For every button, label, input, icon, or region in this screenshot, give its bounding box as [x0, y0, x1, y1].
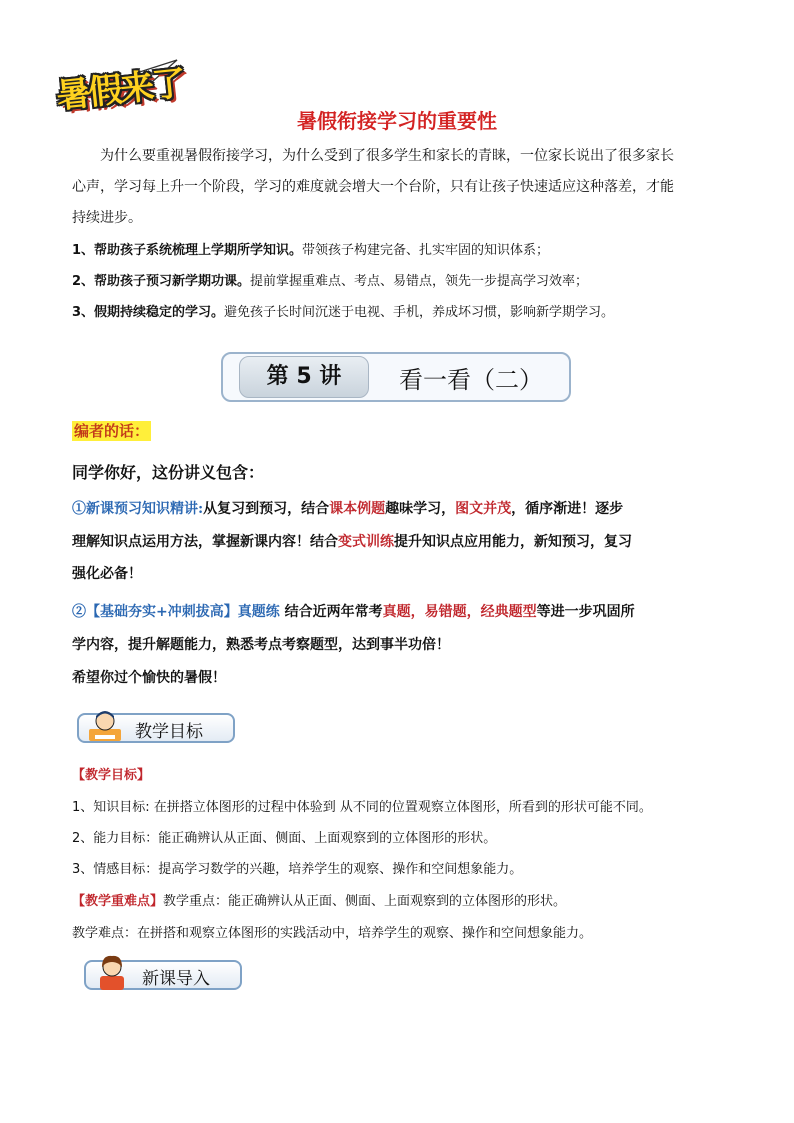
- goal-2: 2、能力目标：能正确辨认从正面、侧面、上面观察到的立体图形的形状。: [72, 831, 497, 846]
- point-2-head: 2、帮助孩子预习新学期功课。: [72, 274, 251, 289]
- item-2-highlight: 真题，易错题，经典题型: [382, 604, 537, 620]
- section-label: 教学目标: [135, 722, 203, 742]
- lecture-number: 第 5 讲: [239, 356, 369, 398]
- difficulty-point: 教学难点：在拼搭和观察立体图形的实践活动中，培养学生的观察、操作和空间想象能力。: [72, 926, 593, 941]
- item-1-text: 从复习到预习，结合: [203, 501, 330, 517]
- item-2-text: 等进一步巩固所: [536, 604, 635, 620]
- point-2-body: 提前掌握重难点、考点、易错点，领先一步提高学习效率；: [250, 274, 589, 289]
- closing-line: 希望你过个愉快的暑假！: [72, 670, 226, 686]
- teacher-icon: [92, 952, 132, 992]
- intro-line-3: 持续进步。: [72, 210, 142, 226]
- item-2-line-2: 学内容，提升解题能力，熟悉考点考察题型，达到事半功倍！: [72, 637, 450, 653]
- item-1-line-2: [72, 526, 732, 558]
- intro-line-2: 心声，学习每上升一个阶段，学习的难度就会增大一个台阶，只有让孩子快速适应这种落差，才能: [72, 179, 674, 195]
- item-1-highlight-illustrated: 图文并茂: [455, 501, 512, 517]
- intro-line-1: 为什么要重视暑假衔接学习，为什么受到了很多学生和家长的青睐，一位家长说出了很多家长: [100, 148, 674, 164]
- point-1: [72, 241, 732, 261]
- key-point-text: 教学重点：能正确辨认从正面、侧面、上面观察到的立体图形的形状。: [163, 894, 567, 909]
- goal-1: 1、知识目标: 在拼搭立体图形的过程中体验到 从不同的位置观察立体图形，所看到的形状可能不同。: [72, 800, 652, 815]
- point-2: [72, 272, 732, 292]
- key-points-bracket: 【教学重难点】: [72, 894, 164, 909]
- editor-note-label: 编者的话：: [74, 422, 150, 440]
- key-points: [72, 892, 752, 912]
- goals-header: 【教学目标】: [72, 768, 151, 783]
- page-title: 暑假衔接学习的重要性: [297, 109, 497, 133]
- section-teaching-goals: [77, 713, 235, 743]
- item-2-marker: ②【基础夯实+冲刺拔高】真题练: [72, 604, 280, 620]
- item-1-text: 趣味学习，: [385, 501, 456, 517]
- student-writing-icon: [85, 705, 125, 745]
- item-1-text: ，循序渐进！逐步: [511, 501, 624, 517]
- section-label: 新课导入: [142, 969, 210, 989]
- item-1-line-1: [72, 493, 732, 525]
- point-1-head: 1、帮助孩子系统梳理上学期所学知识。: [72, 243, 303, 258]
- item-1-line-3: 强化必备！: [72, 566, 142, 582]
- section-new-lesson: [84, 960, 242, 990]
- item-2-text: 结合近两年常考: [279, 604, 383, 620]
- item-1-text: 理解知识点运用方法，掌握新课内容！结合: [72, 534, 338, 550]
- item-1-highlight-examples: 课本例题: [329, 501, 386, 517]
- item-2-line-1: [72, 596, 732, 628]
- point-1-body: 带领孩子构建完备、扎实牢固的知识体系；: [302, 243, 550, 258]
- point-3-head: 3、假期持续稳定的学习。: [72, 305, 225, 320]
- greeting: 同学你好，这份讲义包含：: [72, 463, 265, 482]
- item-1-marker: ①新课预习知识精讲:: [72, 501, 204, 517]
- item-1-text: 提升知识点应用能力，新知预习，复习: [394, 534, 632, 550]
- lecture-title: 看一看（二）: [399, 366, 543, 394]
- point-3: [72, 303, 732, 323]
- logo-text: 暑假来了: [54, 63, 187, 117]
- item-1-highlight-variants: 变式训练: [338, 534, 394, 550]
- goal-3: 3、情感目标：提高学习数学的兴趣，培养学生的观察、操作和空间想象能力。: [72, 862, 523, 877]
- point-3-body: 避免孩子长时间沉迷于电视、手机，养成坏习惯，影响新学期学习。: [224, 305, 615, 320]
- lecture-banner: [221, 352, 571, 402]
